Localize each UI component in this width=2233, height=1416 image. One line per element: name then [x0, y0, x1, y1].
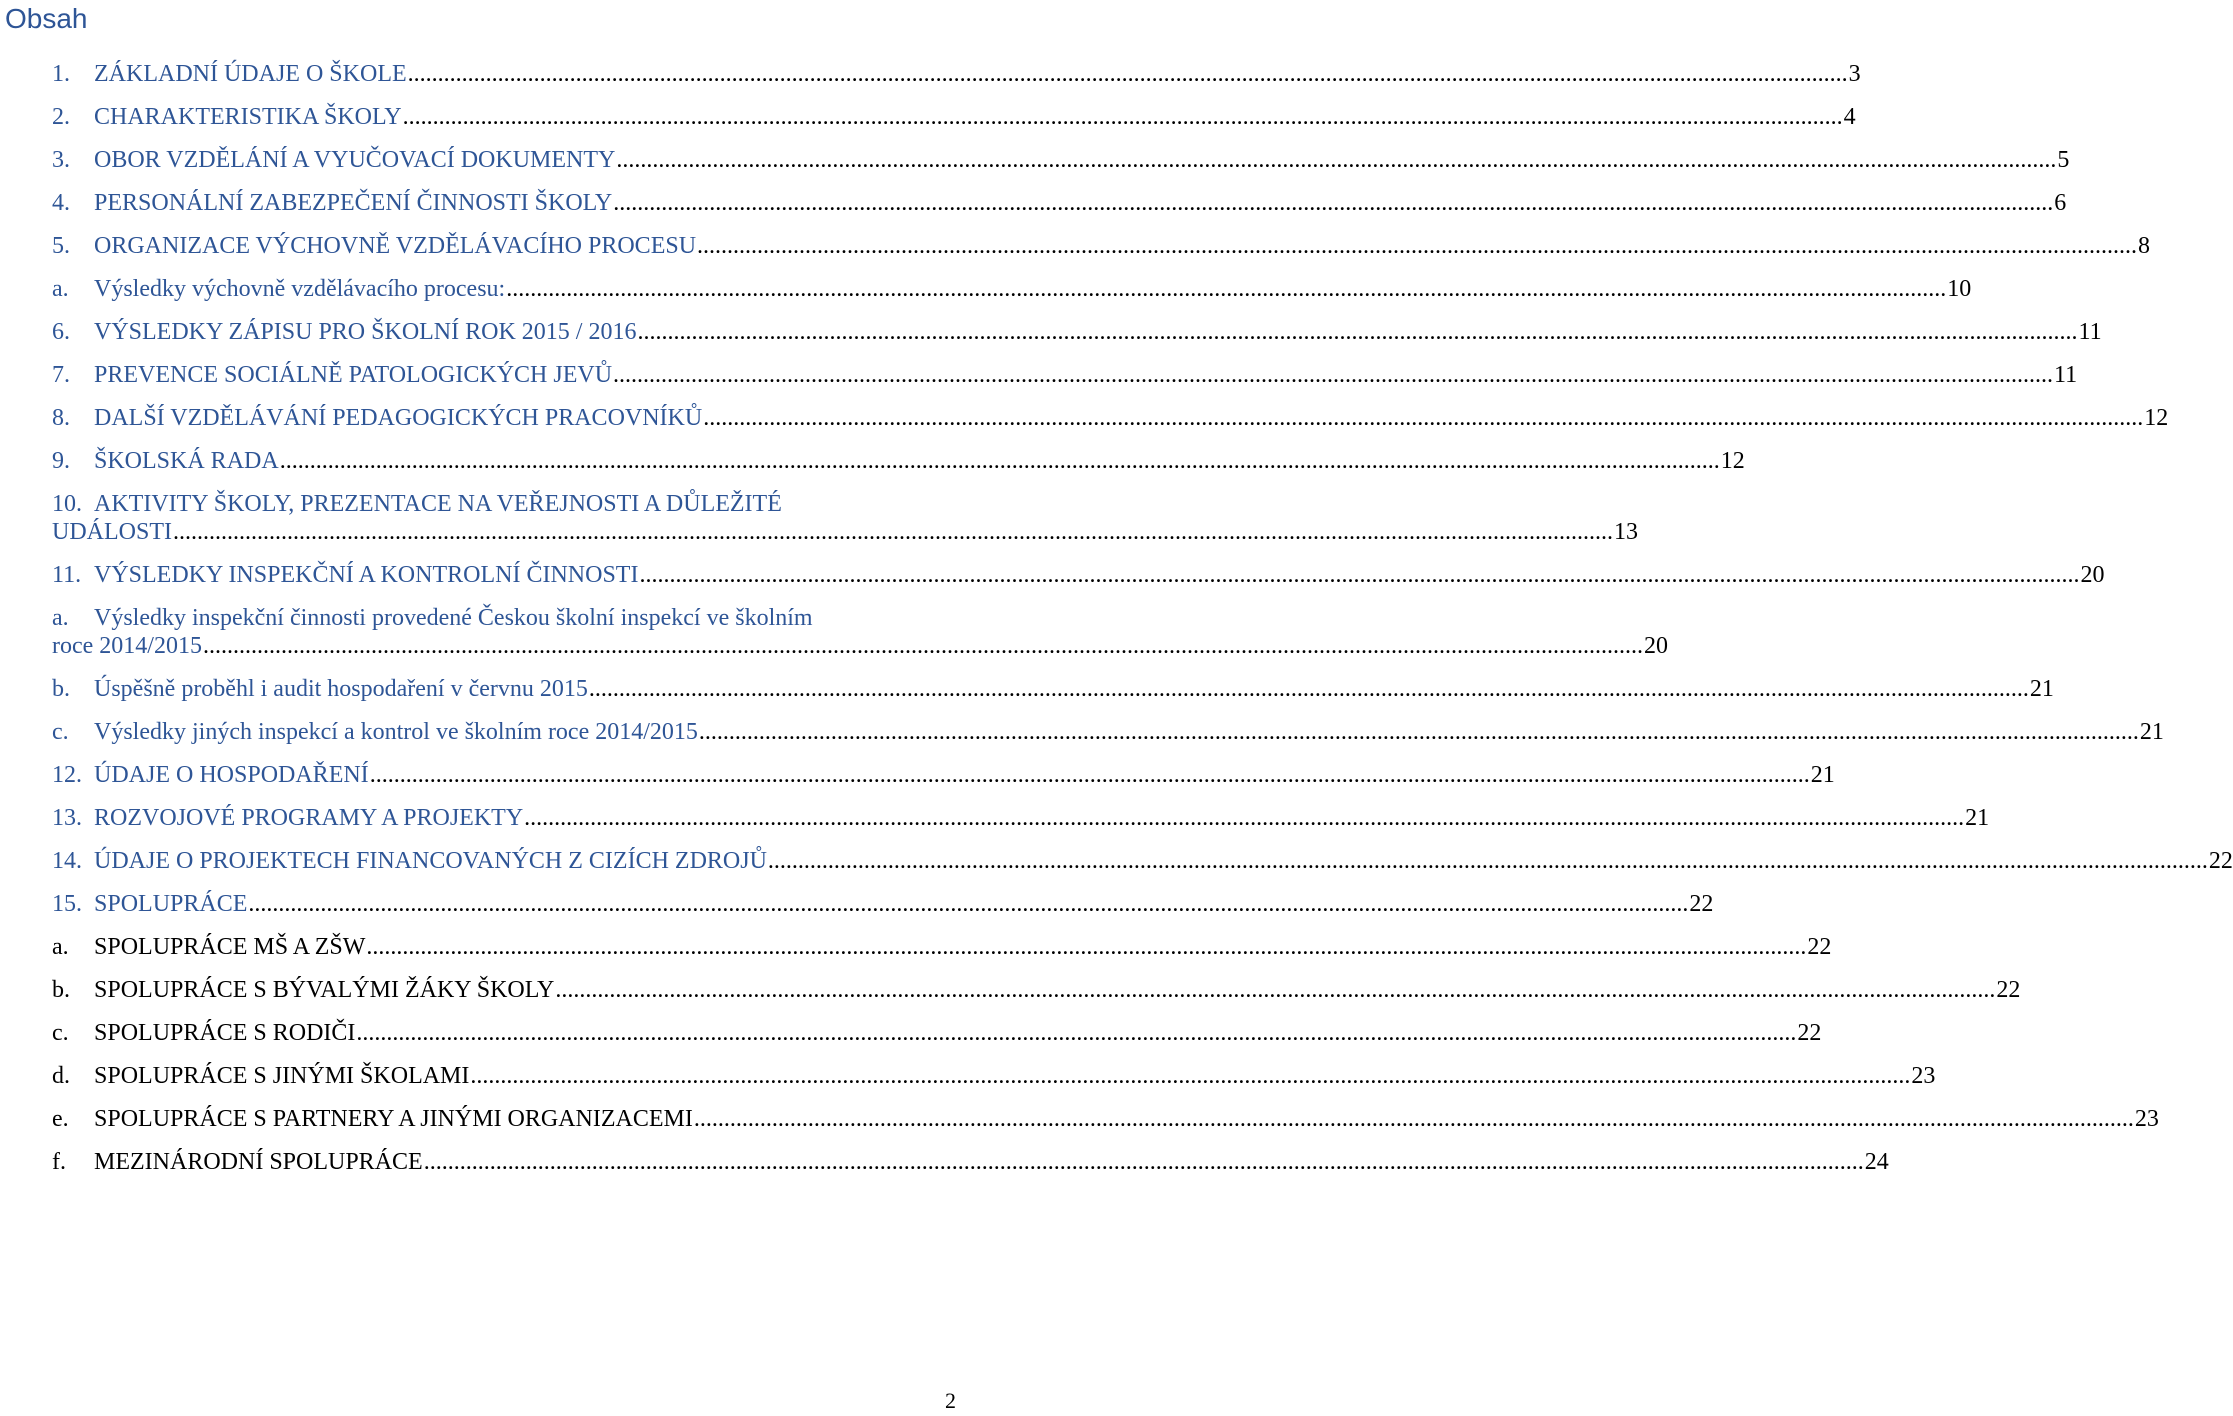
toc-entry-page: 21	[2139, 719, 2164, 745]
toc-entry-first-line	[52, 490, 958, 518]
toc-entry[interactable]	[52, 318, 2102, 346]
dot-leader	[637, 318, 2077, 346]
toc-entry-title: PERSONÁLNÍ ZABEZPEČENÍ ČINNOSTI ŠKOLY	[94, 190, 613, 216]
dot-leader	[506, 275, 1946, 303]
toc-entry-page: 20	[2080, 562, 2105, 588]
toc-entry-number: a.	[52, 605, 69, 631]
toc-entry-page: 3	[1848, 61, 1861, 87]
toc-entry-title: Výsledky inspekční činnosti provedené Českou školní inspekcí ve školním	[94, 605, 813, 631]
toc-entry-number: 6.	[52, 319, 70, 345]
toc-entry-number: 3.	[52, 147, 70, 173]
dot-leader	[403, 103, 1843, 131]
dot-leader	[639, 561, 2079, 589]
toc-entry-number: 8.	[52, 405, 70, 431]
toc-entry-page: 12	[2144, 405, 2169, 431]
toc-entry-title: Výsledky výchovně vzdělávacího procesu:	[94, 276, 506, 302]
toc-entry-title: AKTIVITY ŠKOLY, PREZENTACE NA VEŘEJNOSTI A DŮLEŽITÉ	[94, 491, 782, 517]
toc-entry-page: 21	[1965, 805, 1990, 831]
dot-leader	[694, 1105, 2134, 1133]
toc-entry[interactable]	[52, 60, 1861, 88]
dot-leader	[370, 761, 1810, 789]
toc-entry-number: f.	[52, 1149, 66, 1175]
toc-entry-number: e.	[52, 1106, 69, 1132]
toc-entry-number: b.	[52, 676, 70, 702]
toc-entry-title: ÚDAJE O HOSPODAŘENÍ	[94, 762, 369, 788]
dot-leader	[589, 675, 2029, 703]
toc-entry-number: 12.	[52, 762, 82, 788]
toc-entry-page: 23	[1911, 1063, 1936, 1089]
toc-entry[interactable]	[52, 361, 2078, 389]
toc-entry-title: ROZVOJOVÉ PROGRAMY A PROJEKTY	[94, 805, 524, 831]
toc-entry-number: a.	[52, 276, 69, 302]
toc-entry-number: 5.	[52, 233, 70, 259]
toc-entry-number: 1.	[52, 61, 70, 87]
toc-entry[interactable]	[52, 761, 1835, 789]
toc-entry[interactable]	[52, 933, 1832, 961]
toc-entry-number: c.	[52, 1020, 69, 1046]
toc-entry-page: 22	[1807, 934, 1832, 960]
dot-leader	[173, 518, 1613, 546]
toc-entry-number: 14.	[52, 848, 82, 874]
page-number: 2	[945, 1388, 956, 1413]
toc-entry-page: 8	[2138, 233, 2151, 259]
toc-entry-title: VÝSLEDKY INSPEKČNÍ A KONTROLNÍ ČINNOSTI	[94, 562, 639, 588]
toc-entry-page: 11	[2078, 319, 2102, 345]
toc-entry-number: 13.	[52, 805, 82, 831]
toc-heading: Obsah	[5, 3, 88, 34]
toc-entry-title: DALŠÍ VZDĚLÁVÁNÍ PEDAGOGICKÝCH PRACOVNÍKŮ	[94, 405, 703, 431]
toc-entry-page: 22	[1689, 891, 1714, 917]
dot-leader	[366, 933, 1806, 961]
toc-entry[interactable]	[52, 275, 1972, 303]
dot-leader	[280, 447, 1720, 475]
dot-leader	[697, 232, 2137, 260]
toc-entry-title: CHARAKTERISTIKA ŠKOLY	[94, 104, 402, 130]
toc-entry-page: 6	[2054, 190, 2067, 216]
toc-entry-page: 23	[2134, 1106, 2159, 1132]
toc-entry-title: SPOLUPRÁCE S PARTNERY A JINÝMI ORGANIZACEMI	[94, 1106, 693, 1132]
toc-entry[interactable]	[52, 1019, 1822, 1047]
toc-entry[interactable]	[52, 976, 2021, 1004]
toc-entry[interactable]	[52, 447, 1745, 475]
toc-entry[interactable]	[52, 1148, 1889, 1176]
toc-entry-number: b.	[52, 977, 70, 1003]
toc-entry[interactable]	[52, 1062, 1936, 1090]
toc-entry-page: 24	[1864, 1149, 1889, 1175]
table-of-contents	[52, 60, 2233, 1191]
dot-leader	[248, 890, 1688, 918]
toc-entry[interactable]	[52, 404, 2169, 432]
toc-entry-title: SPOLUPRÁCE S JINÝMI ŠKOLAMI	[94, 1063, 470, 1089]
toc-entry-title: ÚDAJE O PROJEKTECH FINANCOVANÝCH Z CIZÍCH ZDROJŮ	[94, 848, 767, 874]
toc-entry-title: Úspěšně proběhl i audit hospodaření v červnu 2015	[94, 676, 588, 702]
toc-entry-page: 20	[1643, 633, 1668, 659]
dot-leader	[408, 60, 1848, 88]
toc-entry-number: a.	[52, 934, 69, 960]
toc-entry-title: ORGANIZACE VÝCHOVNĚ VZDĚLÁVACÍHO PROCESU	[94, 233, 697, 259]
toc-entry[interactable]	[52, 103, 1856, 131]
toc-entry-title: Výsledky jiných inspekcí a kontrol ve školním roce 2014/2015	[94, 719, 698, 745]
toc-entry-title: MEZINÁRODNÍ SPOLUPRÁCE	[94, 1149, 423, 1175]
toc-entry-page: 5	[2057, 147, 2070, 173]
toc-entry-number: 9.	[52, 448, 70, 474]
toc-entry[interactable]	[52, 847, 2233, 875]
toc-entry-number: c.	[52, 719, 69, 745]
dot-leader	[616, 146, 2056, 174]
dot-leader	[613, 361, 2053, 389]
dot-leader	[356, 1019, 1796, 1047]
toc-entry-page: 21	[1810, 762, 1835, 788]
toc-entry[interactable]	[52, 890, 1714, 918]
toc-entry[interactable]	[52, 146, 2070, 174]
dot-leader	[555, 976, 1995, 1004]
toc-entry-page: 22	[1797, 1020, 1822, 1046]
toc-entry-title: ZÁKLADNÍ ÚDAJE O ŠKOLE	[94, 61, 407, 87]
toc-entry-title-continued: roce 2014/2015	[52, 633, 202, 659]
toc-entry[interactable]	[52, 675, 2054, 703]
toc-entry-number: 2.	[52, 104, 70, 130]
toc-entry-page: 10	[1947, 276, 1972, 302]
toc-entry-title-continued: UDÁLOSTI	[52, 519, 172, 545]
toc-entry-number: 11.	[52, 562, 82, 588]
toc-entry-page: 21	[2029, 676, 2054, 702]
toc-entry[interactable]	[52, 604, 1668, 660]
toc-entry[interactable]	[52, 232, 2151, 260]
toc-entry[interactable]	[52, 804, 1990, 832]
dot-leader	[768, 847, 2208, 875]
toc-entry[interactable]	[52, 189, 2067, 217]
toc-entry[interactable]	[52, 1105, 2159, 1133]
toc-entry-number: d.	[52, 1063, 70, 1089]
toc-entry[interactable]	[52, 561, 2105, 589]
toc-entry-title: SPOLUPRÁCE	[94, 891, 248, 917]
toc-entry-page: 4	[1843, 104, 1856, 130]
toc-entry-title: PREVENCE SOCIÁLNĚ PATOLOGICKÝCH JEVŮ	[94, 362, 613, 388]
toc-entry[interactable]	[52, 490, 1638, 546]
dot-leader	[703, 404, 2143, 432]
toc-entry[interactable]	[52, 718, 2164, 746]
dot-leader	[203, 632, 1643, 660]
toc-entry-page: 13	[1614, 519, 1638, 545]
toc-entry-title: SPOLUPRÁCE MŠ A ZŠW	[94, 934, 366, 960]
dot-leader	[524, 804, 1964, 832]
toc-entry-title: ŠKOLSKÁ RADA	[94, 448, 279, 474]
dot-leader	[470, 1062, 1910, 1090]
toc-entry-title: SPOLUPRÁCE S BÝVALÝMI ŽÁKY ŠKOLY	[94, 977, 555, 1003]
toc-entry-page: 22	[2208, 848, 2233, 874]
dot-leader	[424, 1148, 1864, 1176]
toc-entry-title: SPOLUPRÁCE S RODIČI	[94, 1020, 356, 1046]
toc-entry-page: 11	[2054, 362, 2078, 388]
toc-entry-number: 15.	[52, 891, 82, 917]
toc-entry-number: 10.	[52, 491, 82, 517]
dot-leader	[699, 718, 2139, 746]
toc-entry-title: VÝSLEDKY ZÁPISU PRO ŠKOLNÍ ROK 2015 / 2016	[94, 319, 637, 345]
toc-entry-number: 7.	[52, 362, 70, 388]
toc-entry-title: OBOR VZDĚLÁNÍ A VYUČOVACÍ DOKUMENTY	[94, 147, 616, 173]
dot-leader	[613, 189, 2053, 217]
toc-entry-number: 4.	[52, 190, 70, 216]
toc-entry-page: 12	[1720, 448, 1745, 474]
toc-entry-first-line	[52, 604, 958, 632]
toc-entry-page: 22	[1996, 977, 2021, 1003]
